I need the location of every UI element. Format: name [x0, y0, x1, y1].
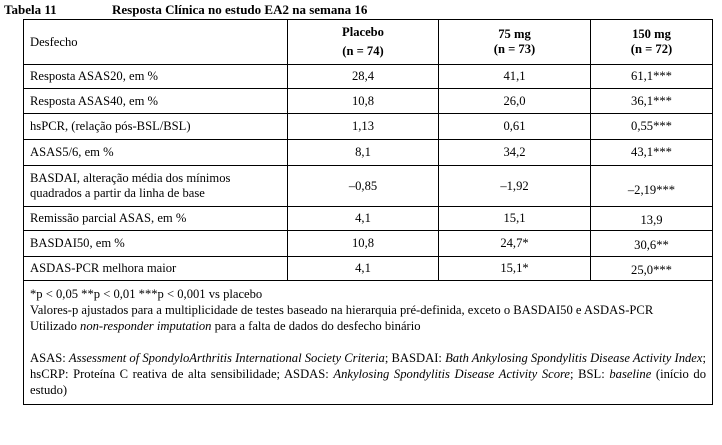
row-label: BASDAI, alteração média dos mínimos quadrados a partir da linha de base — [24, 166, 288, 207]
table-row — [24, 140, 713, 166]
cell-150mg: 13,9 — [591, 207, 713, 231]
cell-75mg: 26,0 — [439, 89, 591, 114]
table-row — [24, 166, 713, 207]
table-number: Tabela 11 — [4, 2, 57, 17]
cell-placebo: 4,1 — [288, 207, 439, 231]
cell-placebo: 10,8 — [288, 89, 439, 114]
table-row — [24, 231, 713, 257]
cell-placebo: 1,13 — [288, 114, 439, 140]
table-row — [24, 257, 713, 281]
table-row — [24, 65, 713, 89]
row-label: ASAS5/6, em % — [24, 140, 288, 166]
header-150mg: 150 mg (n = 72) — [591, 20, 713, 65]
cell-placebo: 10,8 — [288, 231, 439, 257]
row-label: Remissão parcial ASAS, em % — [24, 207, 288, 231]
cell-placebo: –0,85 — [288, 166, 439, 207]
table-title: Resposta Clínica no estudo EA2 na semana 16 — [112, 2, 368, 17]
row-label: Resposta ASAS20, em % — [24, 65, 288, 89]
cell-75mg: –1,92 — [439, 166, 591, 207]
row-label: Resposta ASAS40, em % — [24, 89, 288, 114]
header-outcome: Desfecho — [24, 20, 288, 65]
table-caption — [4, 2, 367, 18]
cell-150mg: 0,55*** — [591, 114, 713, 140]
cell-75mg: 0,61 — [439, 114, 591, 140]
cell-150mg: 61,1*** — [591, 65, 713, 89]
cell-75mg: 24,7* — [439, 231, 591, 257]
footnote-row — [24, 281, 713, 405]
clinical-response-table — [23, 19, 713, 405]
cell-75mg: 15,1* — [439, 257, 591, 281]
cell-150mg: –2,19*** — [591, 166, 713, 207]
footnote-imputation: Utilizado non-responder imputation para a falta de dados do desfecho binário — [30, 319, 421, 333]
row-label: ASDAS-PCR melhora maior — [24, 257, 288, 281]
footnotes — [24, 281, 713, 405]
header-75mg: 75 mg (n = 73) — [439, 20, 591, 65]
cell-75mg: 41,1 — [439, 65, 591, 89]
cell-150mg: 36,1*** — [591, 89, 713, 114]
table-row — [24, 114, 713, 140]
cell-150mg: 30,6** — [591, 231, 713, 257]
cell-75mg: 15,1 — [439, 207, 591, 231]
cell-150mg: 25,0*** — [591, 257, 713, 281]
table-row — [24, 207, 713, 231]
footnote-significance: *p < 0,05 **p < 0,01 ***p < 0,001 vs placebo — [30, 287, 263, 301]
footnote-abbreviations: ASAS: Assessment of SpondyloArthritis International Society Criteria; BASDAI: Bath Ankylosing Spondylitis Disease Activity Index; hsCRP: Proteína C reativa de alta sensibilidade; ASDAS: Ankylosing Spondylitis Disease Activity Score; BSL: baseline (início do estudo) — [30, 351, 707, 397]
footnote-adjusted: Valores-p ajustados para a multiplicidade de testes baseado na hierarquia pré-definida, exceto o BASDAI50 e ASDAS-PCR — [30, 303, 654, 317]
cell-placebo: 8,1 — [288, 140, 439, 166]
header-placebo: Placebo (n = 74) — [288, 20, 439, 65]
row-label: hsPCR, (relação pós-BSL/BSL) — [24, 114, 288, 140]
cell-placebo: 4,1 — [288, 257, 439, 281]
cell-150mg: 43,1*** — [591, 140, 713, 166]
table-row — [24, 89, 713, 114]
header-row — [24, 20, 713, 65]
cell-75mg: 34,2 — [439, 140, 591, 166]
row-label: BASDAI50, em % — [24, 231, 288, 257]
cell-placebo: 28,4 — [288, 65, 439, 89]
